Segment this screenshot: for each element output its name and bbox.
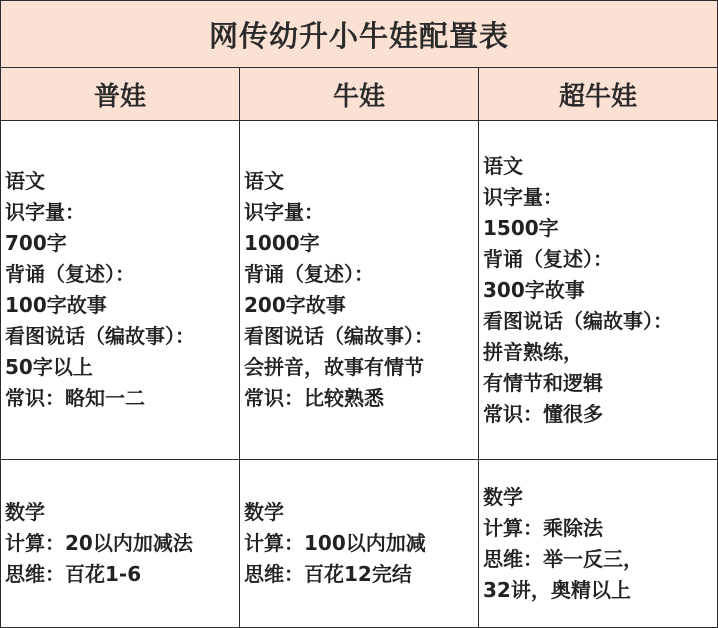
cell-line: 1500字 [483, 215, 559, 240]
column-header-regular: 普娃 [1, 68, 240, 121]
language-cell-advanced [240, 121, 479, 460]
cell-line: 计算：乘除法 [483, 515, 603, 540]
math-cell-regular [1, 460, 240, 628]
cell-line: 看图说话（编故事）： [5, 324, 195, 348]
cell-line: 有情节和逻辑 [483, 370, 603, 395]
cell-line: 数学 [244, 500, 284, 524]
header-row [1, 68, 718, 121]
cell-line: 背诵（复述）： [244, 262, 374, 286]
cell-line: 数学 [5, 500, 45, 524]
language-cell-regular [1, 121, 240, 460]
cell-line: 100字故事 [5, 293, 107, 317]
math-row [1, 460, 718, 628]
cell-line: 语文 [244, 169, 284, 193]
cell-line: 拼音熟练， [483, 339, 583, 364]
cell-line: 思维：举一反三， [483, 546, 643, 571]
cell-line: 背诵（复述）： [5, 262, 135, 286]
cell-line: 识字量： [483, 184, 563, 209]
cell-line: 背诵（复述）： [483, 246, 613, 271]
cell-line: 计算：20以内加减法 [5, 531, 193, 555]
table-title: 网传幼升小牛娃配置表 [1, 1, 718, 68]
cell-line: 常识：略知一二 [5, 386, 145, 410]
cell-line: 200字故事 [244, 293, 346, 317]
cell-line: 1000字 [244, 231, 320, 255]
cell-line: 思维：百花1-6 [5, 562, 142, 586]
cell-line: 会拼音，故事有情节 [244, 355, 424, 379]
cell-line: 50字以上 [5, 355, 93, 379]
column-header-advanced: 牛娃 [240, 68, 479, 121]
column-header-elite: 超牛娃 [479, 68, 718, 121]
math-cell-elite [479, 460, 718, 628]
title-row [1, 1, 718, 68]
cell-line: 看图说话（编故事）： [244, 324, 434, 348]
cell-line: 32讲，奥精以上 [483, 577, 631, 602]
cell-line: 识字量： [5, 200, 85, 224]
math-cell-advanced [240, 460, 479, 628]
cell-line: 语文 [5, 169, 45, 193]
cell-line: 计算：100以内加减 [244, 531, 426, 555]
cell-line: 数学 [483, 484, 523, 509]
cell-line: 语文 [483, 153, 523, 178]
cell-line: 识字量： [244, 200, 324, 224]
cell-line: 300字故事 [483, 277, 585, 302]
cell-line: 700字 [5, 231, 67, 255]
cell-line: 常识：懂很多 [483, 401, 603, 426]
language-cell-elite [479, 121, 718, 460]
cell-line: 看图说话（编故事）： [483, 308, 673, 333]
language-row [1, 121, 718, 460]
cell-line: 思维：百花12完结 [244, 562, 412, 586]
cell-line: 常识：比较熟悉 [244, 386, 384, 410]
